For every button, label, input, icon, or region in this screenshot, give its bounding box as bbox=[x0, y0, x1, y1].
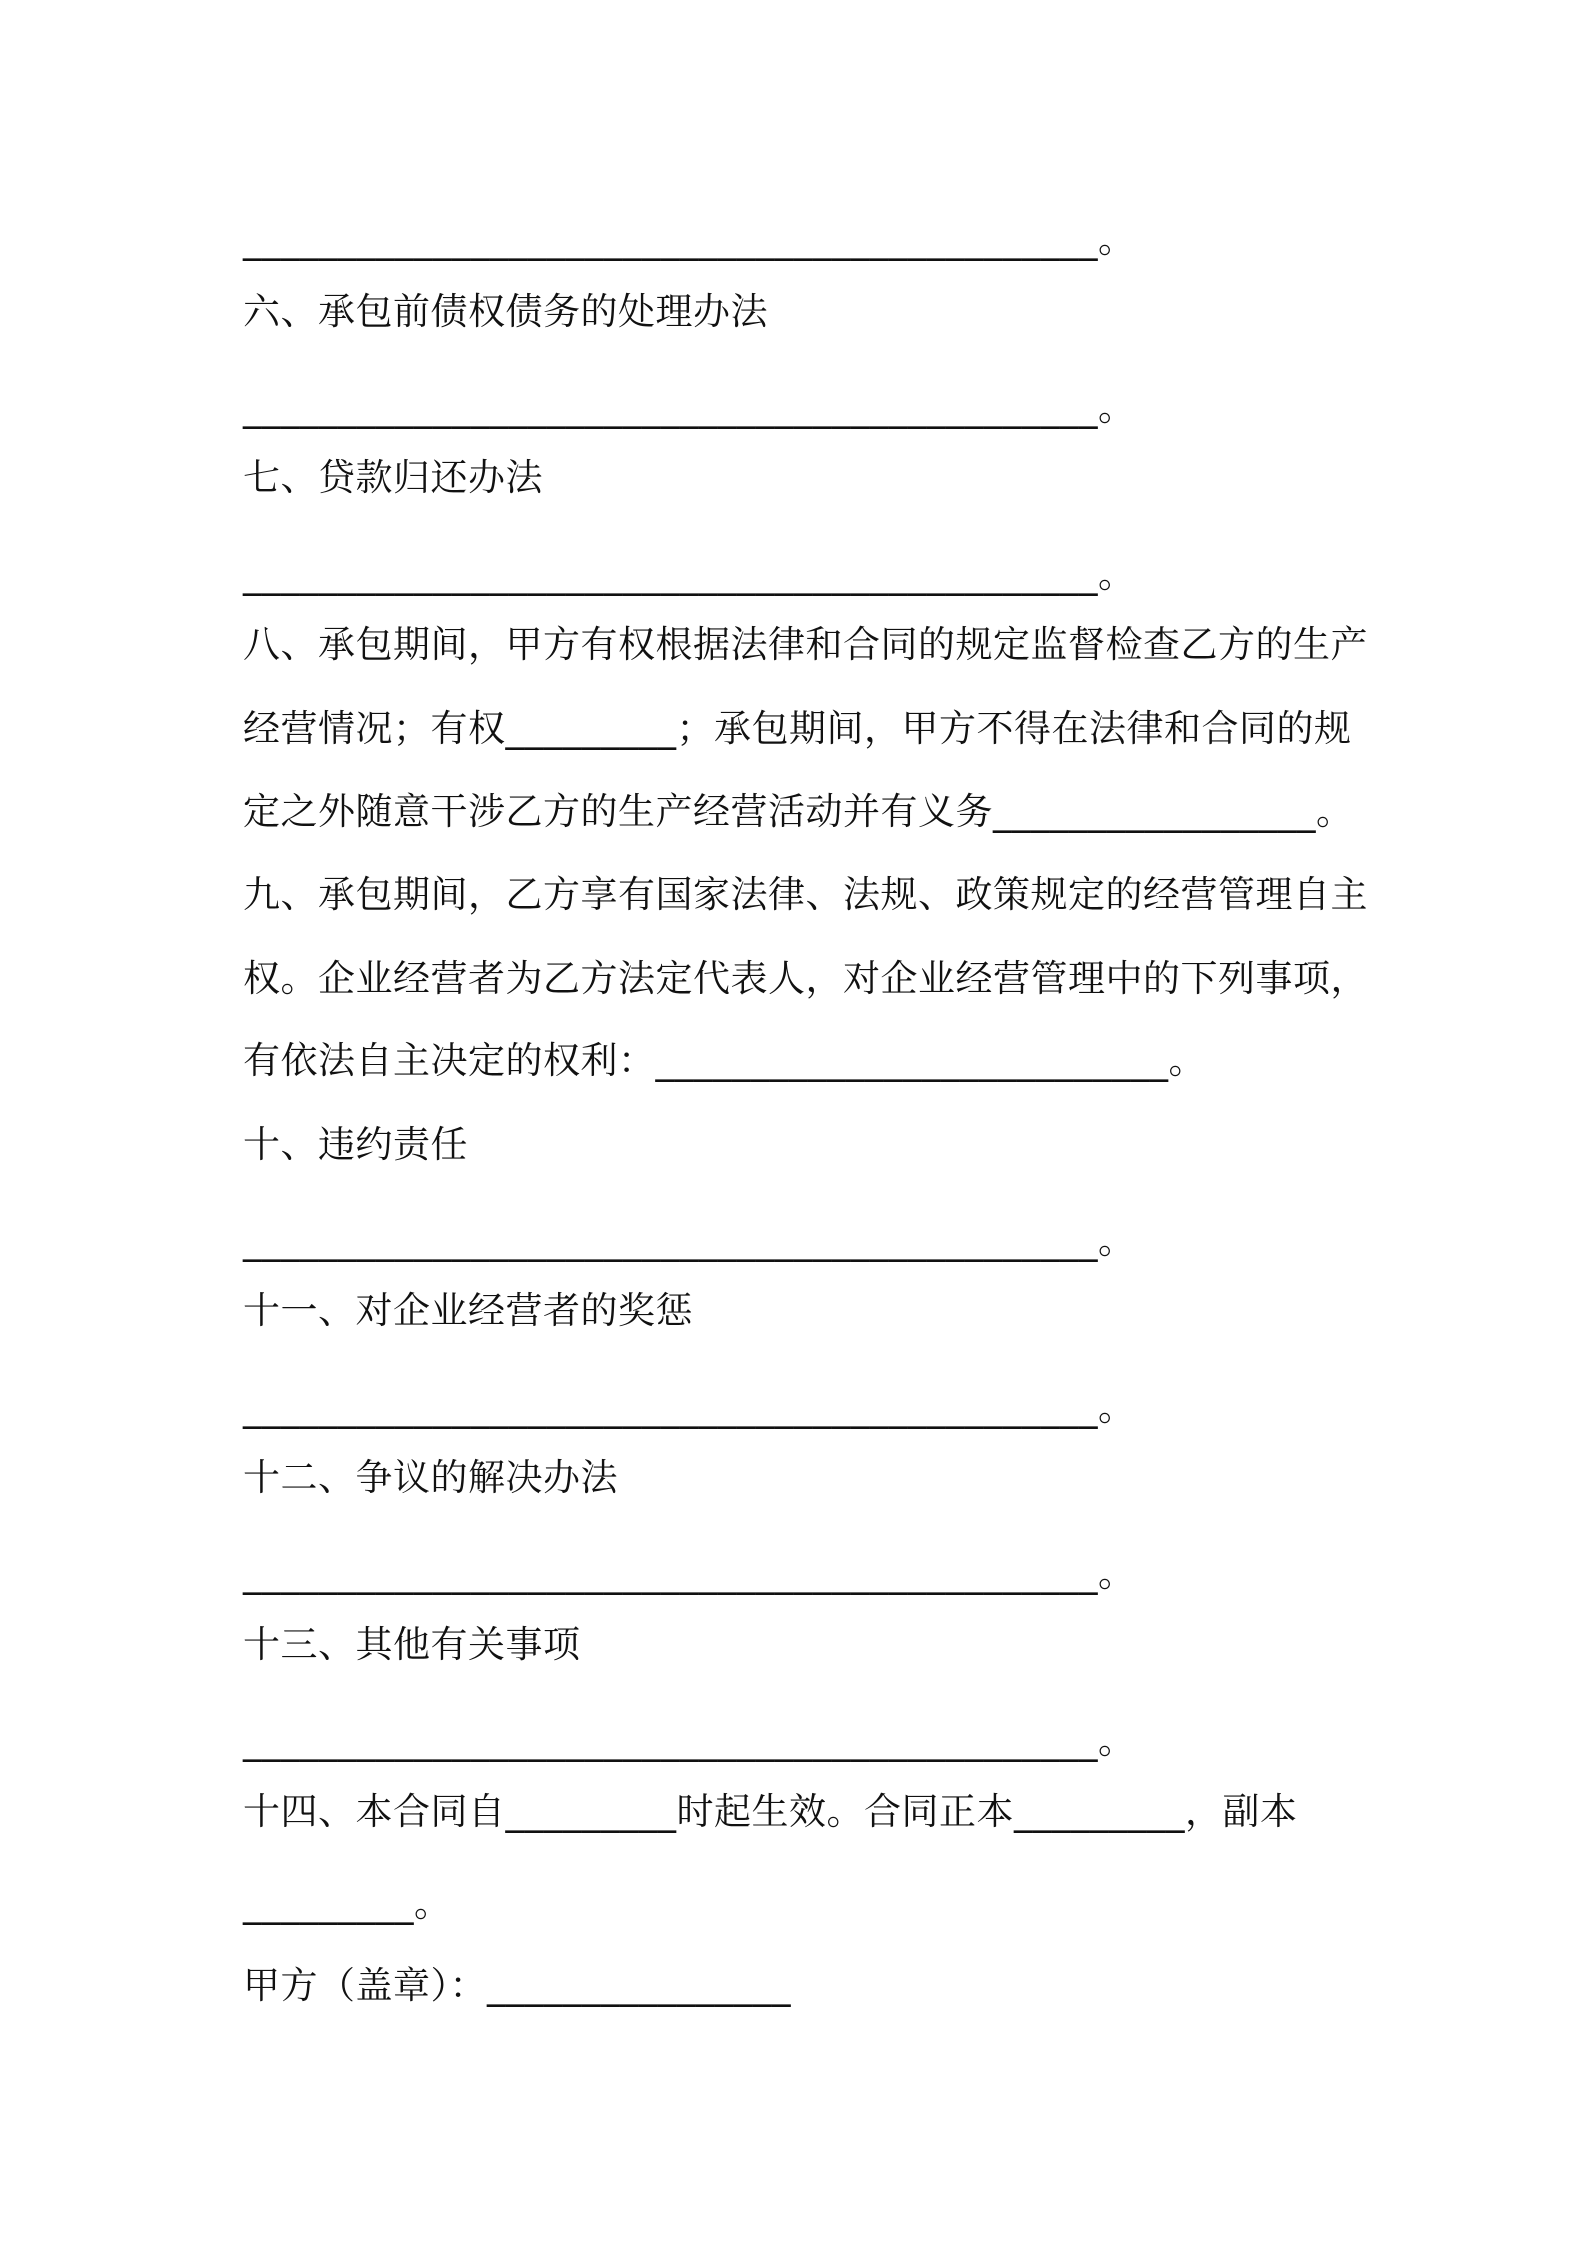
paragraph-section-14-line1: 十四、本合同自_________时起生效。合同正本_________，副本 bbox=[243, 1790, 1298, 1833]
heading-section-10: 十、违约责任 bbox=[243, 1123, 468, 1166]
blank-line-section-11: _____________________________________________。 bbox=[243, 1386, 1136, 1429]
heading-section-6: 六、承包前债权债务的处理办法 bbox=[243, 290, 768, 333]
party-a-seal-line: 甲方（盖章）：________________ bbox=[243, 1964, 791, 2007]
blank-line-section-6: _____________________________________________。 bbox=[243, 386, 1136, 429]
blank-line-section-13: _____________________________________________。 bbox=[243, 1719, 1136, 1762]
paragraph-section-9-line1: 九、承包期间，乙方享有国家法律、法规、政策规定的经营管理自主 bbox=[243, 873, 1368, 916]
blank-line-section-10: _____________________________________________。 bbox=[243, 1219, 1136, 1262]
blank-line-section-5: _____________________________________________。 bbox=[243, 218, 1136, 261]
blank-line-section-12: _____________________________________________。 bbox=[243, 1552, 1136, 1595]
paragraph-section-9-line2: 权。企业经营者为乙方法定代表人，对企业经营管理中的下列事项， bbox=[243, 957, 1368, 1000]
paragraph-section-9-line3: 有依法自主决定的权利：___________________________。 bbox=[243, 1039, 1206, 1082]
heading-section-7: 七、贷款归还办法 bbox=[243, 456, 543, 499]
paragraph-section-8-line2: 经营情况；有权_________；承包期间，甲方不得在法律和合同的规 bbox=[243, 707, 1352, 750]
heading-section-13: 十三、其他有关事项 bbox=[243, 1623, 581, 1666]
heading-section-12: 十二、争议的解决办法 bbox=[243, 1456, 618, 1499]
paragraph-section-14-line2: _________。 bbox=[243, 1882, 452, 1925]
heading-section-11: 十一、对企业经营者的奖惩 bbox=[243, 1289, 693, 1332]
blank-line-section-7: _____________________________________________。 bbox=[243, 553, 1136, 596]
paragraph-section-8-line3: 定之外随意干涉乙方的生产经营活动并有义务_________________。 bbox=[243, 790, 1354, 833]
paragraph-section-8-line1: 八、承包期间，甲方有权根据法律和合同的规定监督检查乙方的生产 bbox=[243, 623, 1368, 666]
